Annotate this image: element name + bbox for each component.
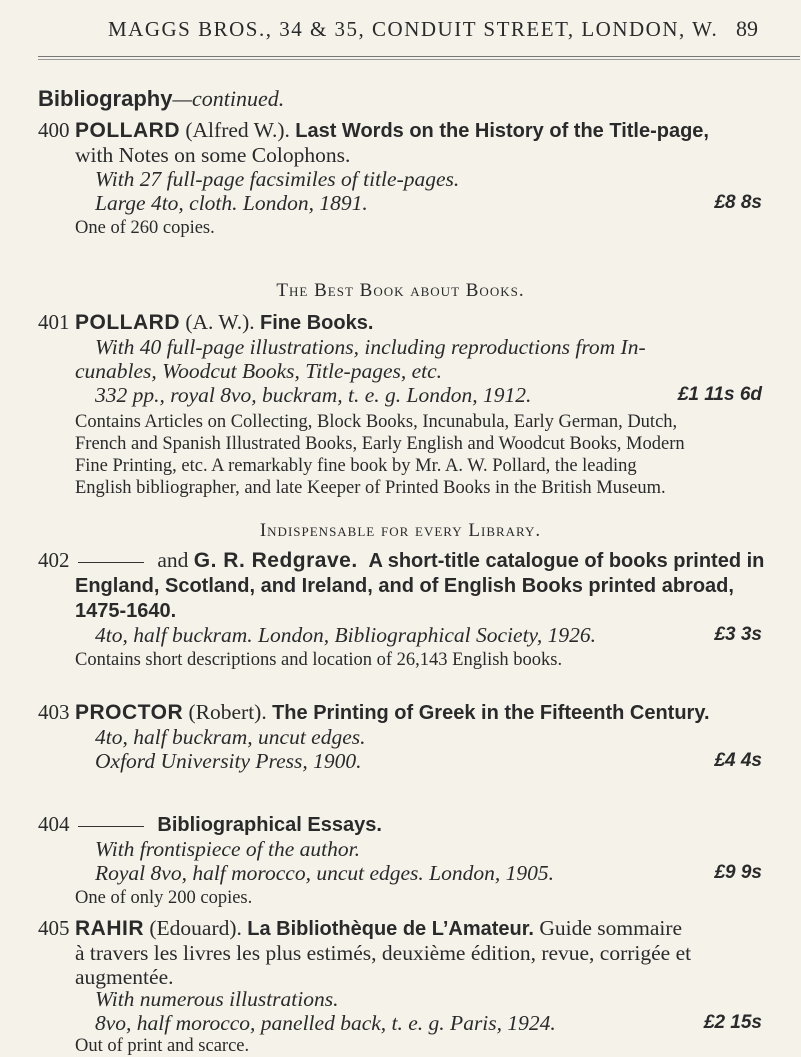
entry-number: 405 <box>38 916 70 940</box>
entry-number: 401 <box>38 310 70 334</box>
entry-title-cont: à travers les livres les plus estimés, deuxième édition, revue, corrigée et <box>75 941 692 965</box>
entry-author: PROCTOR <box>75 701 184 724</box>
entry-note-3: Fine Printing, etc. A remarkably fine book by Mr. A. W. Pollard, the leading <box>75 456 637 476</box>
entry-imprint: Royal 8vo, half morocco, uncut edges. London, 1905. <box>95 861 554 885</box>
entry-401 <box>38 310 778 499</box>
banner-indispensable: Indispensable for every Library. <box>259 520 542 541</box>
entry-imprint: 4to, half buckram. London, Bibliographical Society, 1926. <box>95 623 597 647</box>
entry-title: Fine Books. <box>260 312 374 334</box>
entry-author-rest: (A. W.). <box>180 310 261 334</box>
section-title: Bibliography <box>38 86 173 111</box>
entry-author: POLLARD <box>75 311 180 334</box>
entry-description: With numerous illustrations. <box>95 987 339 1011</box>
entry-description: With 40 full-page illustrations, including reproductions from In- <box>95 335 646 359</box>
page-number: 89 <box>736 16 758 41</box>
entry-note: One of 260 copies. <box>75 218 215 238</box>
entry-note: Contains Articles on Collecting, Block Books, Incunabula, Early German, Dutch, <box>75 412 678 432</box>
banner-best-book: The Best Book about Books. <box>276 280 525 301</box>
entry-price: £4 4s <box>714 750 762 771</box>
entry-author: POLLARD <box>75 119 180 142</box>
entry-price: £9 9s <box>714 862 762 883</box>
entry-price: £2 15s <box>703 1012 762 1033</box>
entry-title: La Bibliothèque de L’Amateur. <box>247 918 534 940</box>
entry-note-2: French and Spanish Illustrated Books, Early English and Woodcut Books, Modern <box>75 434 685 454</box>
section-heading <box>38 86 284 112</box>
entry-description-cont: cunables, Woodcut Books, Title-pages, etc. <box>75 359 443 383</box>
entry-405 <box>38 916 778 1057</box>
entry-author-rest: (Edouard). <box>144 916 248 940</box>
entry-404 <box>38 812 778 909</box>
ditto-dash <box>78 562 144 563</box>
entry-400 <box>38 118 778 239</box>
entry-author-rest: and <box>152 548 194 572</box>
running-head-text: MAGGS BROS., 34 & 35, CONDUIT STREET, LONDON, W. <box>108 17 719 41</box>
entry-description: 4to, half buckram, uncut edges. <box>95 725 366 749</box>
entry-note: Contains short descriptions and location of 26,143 English books. <box>75 650 563 670</box>
entry-price: £8 8s <box>714 192 762 213</box>
entry-title-rest: Guide sommaire <box>534 916 683 940</box>
ditto-dash <box>78 826 144 827</box>
entry-author-rest: (Robert). <box>183 700 273 724</box>
entry-note-4: English bibliographer, and late Keeper of Printed Books in the British Museum. <box>75 478 666 498</box>
entry-author: RAHIR <box>75 917 144 940</box>
entry-403 <box>38 700 778 773</box>
entry-imprint: 332 pp., royal 8vo, buckram, t. e. g. London, 1912. <box>95 383 532 407</box>
entry-number: 402 <box>38 548 70 572</box>
entry-number: 404 <box>38 812 70 836</box>
entry-title-cont-2: augmentée. <box>75 965 174 989</box>
section-continued: —continued. <box>172 86 285 111</box>
entry-title-cont: with Notes on some Colophons. <box>75 143 351 167</box>
entry-author-rest: (Alfred W.). <box>180 118 296 142</box>
entry-title-cont: England, Scotland, and Ireland, and of English Books printed abroad, <box>75 575 734 597</box>
entry-imprint: Oxford University Press, 1900. <box>95 749 362 773</box>
entry-imprint: 8vo, half morocco, panelled back, t. e. g. Paris, 1924. <box>95 1011 556 1035</box>
entry-402 <box>38 548 778 671</box>
entry-number: 400 <box>38 118 70 142</box>
entry-note: Out of print and scarce. <box>75 1036 250 1056</box>
entry-price: £3 3s <box>714 624 762 645</box>
entry-imprint: Large 4to, cloth. London, 1891. <box>95 191 368 215</box>
entry-title: A short-title catalogue of books printed in <box>368 550 765 572</box>
running-head <box>108 16 758 42</box>
entry-description: With 27 full-page facsimiles of title-pages. <box>95 167 460 191</box>
entry-title: The Printing of Greek in the Fifteenth Century. <box>272 702 710 724</box>
entry-note: One of only 200 copies. <box>75 888 253 908</box>
entry-title: Last Words on the History of the Title-page, <box>295 120 709 142</box>
entry-description: With frontispiece of the author. <box>95 837 360 861</box>
entry-price: £1 11s 6d <box>677 384 762 405</box>
entry-number: 403 <box>38 700 70 724</box>
entry-title: Bibliographical Essays. <box>157 814 382 836</box>
header-rule <box>38 56 800 60</box>
entry-title-cont-2: 1475-1640. <box>75 600 177 622</box>
entry-author: G. R. Redgrave. <box>193 549 358 572</box>
